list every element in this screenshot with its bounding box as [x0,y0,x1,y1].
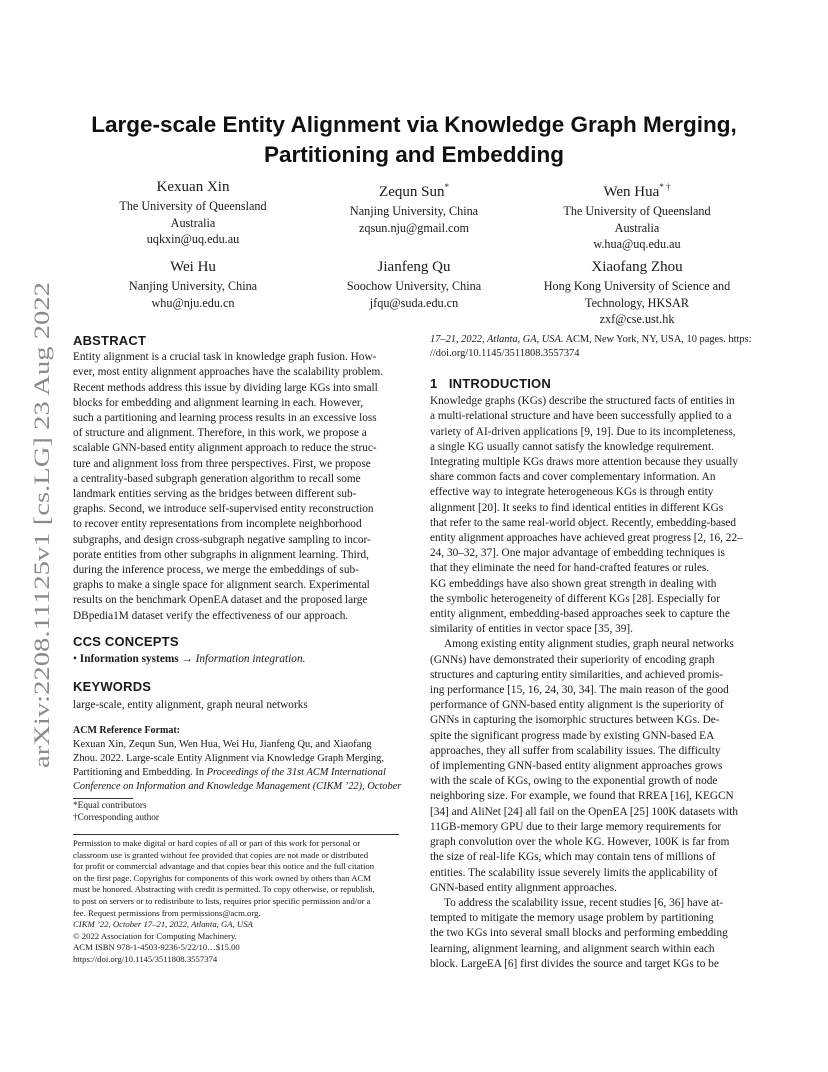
text-line: alignment [20]. It seeks to find identical entities in different KGs [430,501,724,514]
keywords-text: large-scale, entity alignment, graph neural networks [73,699,308,712]
author-name: Wen Hua [603,184,660,200]
abstract-line: to recover entity representations from incomplete neighborhood [73,518,362,531]
author-country: Australia [614,220,660,235]
text-line: Integrating multiple KGs draws more attention because they usually [430,456,739,469]
author-name: Zequn Sun [379,184,445,200]
abstract-line: graphs. Second, we introduce self-supervised entity reconstruction [73,503,374,516]
author-block [517,258,757,328]
acm-ref-date: 17–21, 2022, Atlanta, GA, USA. [430,334,564,345]
ccs-concepts [73,652,399,667]
author-block [73,178,313,248]
text-line: with the scale of KGs, owing to the exponential growth of node [430,775,718,788]
acm-ref-line [73,766,399,780]
text-line: Knowledge graphs (KGs) describe the structured facts of entities in [430,395,735,408]
paper-title [60,110,768,170]
arrow-icon: → [181,653,193,666]
text-line: neighboring size. For example, we found that RREA [16], KEGCN [430,790,734,803]
text-line: a multi-relational structure and have been successfully applied to a [430,410,732,423]
text-line: that they eliminate the need for hand-crafted features or rules. [430,562,710,575]
footnote-rule [73,798,133,799]
permission-line: fee. Request permissions from permissions@acm.org. [73,907,261,918]
abstract-line: graphs to make a single space for alignment search. Experimental [73,579,370,592]
author-mark: * [444,182,449,192]
author-affiliation-2: Technology, HKSAR [585,295,689,310]
acm-ref-doi[interactable]: //doi.org/10.1145/3511808.3557374 [430,348,580,359]
text-line: a single KG usually cannot satisfy the knowledge requirement. [430,440,714,453]
author-name: Kexuan Xin [156,179,230,195]
abstract-line: landmark entities serving as the bridges between different sub- [73,488,357,501]
footnotes [73,801,399,824]
author-affiliation: The University of Queensland [119,199,267,213]
abstract-line: ture and alignment loss from three perspectives. First, we propose [73,457,371,470]
intro-paragraph-1 [430,394,756,637]
author-block [73,258,313,311]
text-line: graph convolution over the whole KG. However, 100K is far from [430,836,730,849]
ccs-subcategory: Information integration. [195,653,306,666]
title-line-1: Large-scale Entity Alignment via Knowledge Graph Merging, [91,112,737,137]
title-line-2: Partitioning and Embedding [264,142,564,167]
intro-paragraph-3 [430,896,756,972]
author-affiliation: The University of Queensland [563,204,711,218]
permission-block [73,838,399,966]
acm-ref-heading: ACM Reference Format: [73,724,180,736]
text-line: structures and capturing entity similarities, and achieved promis- [430,668,724,681]
copyright: © 2022 Association for Computing Machinery. [73,930,237,941]
text-line: approaches, they all suffer from scalability issues. The difficulty [430,744,721,757]
abstract-body [73,350,399,624]
permission-rule [73,834,399,835]
text-line: the two KGs into several small blocks and performing embedding [430,927,728,940]
abstract-line: ever, most entity alignment approaches have the scalability problem. [73,366,384,379]
permission-line: Permission to make digital or hard copies of all or part of this work for personal or [73,838,361,848]
acm-ref-line: Kexuan Xin, Zequn Sun, Wen Hua, Wei Hu, Jianfeng Qu, and Xiaofang [73,738,372,750]
text-line: To address the scalability issue, recent studies [6, 36] have at- [444,896,724,909]
acm-ref-text: Partitioning and Embedding. In [73,766,207,778]
author-block [517,178,757,253]
arxiv-id: arXiv:2208.11125v1 [cs.LG] 23 Aug 2022 [29,394,54,768]
author-email[interactable]: zqsun.nju@gmail.com [358,220,470,235]
abstract-line: DBpedia1M dataset verify the effectiveness of our approach. [73,609,349,622]
author-email[interactable]: whu@nju.edu.cn [151,295,235,310]
ccs-heading: CCS CONCEPTS [73,633,179,649]
text-line: entity alignment approaches have achieved great progress [2, 16, 22– [430,532,743,545]
text-line: performance of GNN-based entity alignment is the superiority of [430,699,724,712]
author-block [294,178,534,236]
acm-ref-body [73,738,402,794]
intro-paragraph-2 [430,637,756,895]
text-line: GNNs in capturing the isomorphic structures between KGs. De- [430,714,720,727]
arxiv-stamp [26,280,56,770]
author-name: Xiaofang Zhou [591,259,683,275]
text-line: of implementing GNN-based entity alignment approaches grows [430,760,723,773]
section-title: INTRODUCTION [448,376,551,391]
text-line: effective way to integrate heterogeneous KGs is through entity [430,486,714,499]
acm-ref-continuation [430,333,756,361]
text-line: GNN-based entity alignment approaches. [430,881,617,894]
abstract-line: results on the benchmark OpenEA dataset and the proposed large [73,594,368,607]
author-affiliation: Nanjing University, China [128,279,258,293]
author-name: Jianfeng Qu [377,259,451,275]
author-email[interactable]: zxf@cse.ust.hk [599,312,675,326]
right-column [430,333,756,972]
abstract-line: Recent methods address this issue by dividing large KGs into small [73,381,378,394]
author-email[interactable]: w.hua@uq.edu.au [593,237,681,251]
footnote-corresponding: †Corresponding author [73,812,159,823]
author-email[interactable]: uqkxin@uq.edu.au [146,232,240,246]
permission-line: to post on servers or to redistribute to lists, requires prior specific permission and/or a [73,895,371,906]
left-column [73,333,402,794]
acm-ref-proceedings: Proceedings of the 31st ACM International [206,766,386,778]
author-affiliation: Nanjing University, China [349,204,479,218]
permission-line: on the first page. Copyrights for components of this work owned by others than ACM [73,872,371,883]
acm-ref-line: Zhou. 2022. Large-scale Entity Alignment via Knowledge Graph Merging, [73,752,384,764]
isbn: ACM ISBN 978-1-4503-9236-5/22/10…$15.00 [73,942,240,953]
abstract-line: of structure and alignment. Therefore, in this work, we propose a [73,427,367,440]
text-line: entities. The scalability issue severely limits the applicability of [430,866,718,879]
author-block [294,258,534,311]
author-affiliation: Soochow University, China [346,279,482,293]
acm-ref-publisher: ACM, New York, NY, USA, 10 pages. https: [563,334,752,345]
permission-line: classroom use is granted without fee provided that copies are not made or distributed [73,849,369,860]
abstract-line: during the inference process, we merge the embeddings of sub- [73,564,359,577]
text-line: KG embeddings have also shown great strength in dealing with [430,577,717,590]
ccs-category: Information systems [79,653,179,666]
acm-ref-line: Conference on Information and Knowledge Management (CIKM ’22), October [73,780,402,792]
text-line: variety of AI-driven applications [9, 19]. Due to its incompleteness, [430,425,736,438]
text-line: the size of real-life KGs, which may contain tens of millions of [430,851,716,864]
text-line: [34] and AliNet [24] all fail on the OpenEA [25] 100K datasets with [430,805,739,818]
abstract-heading: ABSTRACT [73,333,147,348]
intro-heading [430,376,756,391]
doi-link[interactable]: https://doi.org/10.1145/3511808.3557374 [73,953,218,964]
section-number: 1 [430,376,438,391]
abstract-line: blocks for embedding and alignment learning in each. However, [73,396,364,409]
keywords-heading: KEYWORDS [73,679,152,695]
conference-info: CIKM ’22, October 17–21, 2022, Atlanta, GA, USA [73,919,253,930]
author-affiliation: Hong Kong University of Science and [543,279,731,293]
text-line: the symbolic heterogeneity of different KGs [28]. Especially for [430,592,720,605]
text-line: entity alignment, embedding-based approaches seek to capture the [430,608,730,621]
abstract-line: Entity alignment is a crucial task in knowledge graph fusion. How- [73,351,377,364]
text-line: block. LargeEA [6] first divides the source and target KGs to be [430,957,719,970]
author-name: Wei Hu [170,259,216,275]
text-line: similarity of entities in vector space [35, 39]. [430,623,633,636]
abstract-line: porate entities from other subgraphs in alignment learning. Third, [73,548,369,561]
author-email[interactable]: jfqu@suda.edu.cn [369,295,459,310]
text-line: learning, alignment learning, and alignment search within each [430,942,715,955]
text-line: Among existing entity alignment studies, graph neural networks [444,638,734,651]
text-line: ing performance [15, 16, 24, 30, 34]. The main reason of the good [430,684,729,697]
bullet: • [73,653,77,666]
author-mark: * † [659,182,671,192]
text-line: share common facts and cover complementary information. An [430,471,716,484]
permission-line: must be honored. Abstracting with credit is permitted. To copy otherwise, or republish, [73,884,375,895]
text-line: 11GB-memory GPU due to their large memory requirements for [430,820,722,833]
author-country: Australia [170,215,216,230]
text-line: (GNNs) have demonstrated their superiority of encoding graph [430,653,715,666]
abstract-line: subgraphs, and design cross-subgraph negative sampling to incor- [73,533,371,546]
text-line: 24, 30–32, 37]. One major advantage of embedding techniques is [430,547,725,560]
footnote-equal: *Equal contributors [73,801,147,811]
abstract-line: a centrality-based subgraph generation algorithm to recall some [73,472,361,485]
text-line: that refer to the same real-world object. Recently, embedding-based [430,516,737,529]
permission-line: for profit or commercial advantage and that copies bear this notice and the full citation [73,861,375,872]
text-line: spite the significant progress made by existing GNN-based EA [430,729,715,742]
abstract-line: such a partitioning and learning process results in an excessive loss [73,412,377,425]
abstract-line: scalable GNN-based entity alignment approach to reduce the struc- [73,442,377,455]
text-line: tempted to mitigate the memory usage problem by partitioning [430,912,714,925]
